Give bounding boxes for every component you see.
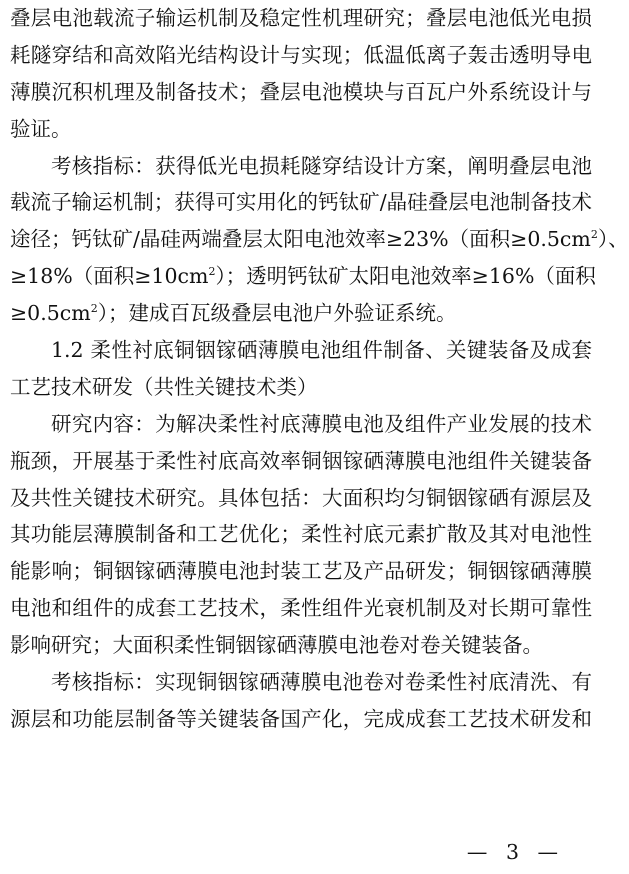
text-line: 途径；钙钛矿/晶硅两端叠层太阳电池效率≥23%（面积$\ge 0.5cm^2$）、 xyxy=(10,227,629,252)
text-line: 及共性关键技术研究。具体包括：大面积均匀铜铟镓硒有源层及 xyxy=(10,485,592,510)
text-line: 考核指标：获得低光电损耗隧穿结设计方案，阐明叠层电池 xyxy=(51,153,592,178)
text-line: 电池和组件的成套工艺技术，柔性组件光衰机制及对长期可靠性 xyxy=(10,596,592,621)
text-line: 载流子输运机制；获得可实用化的钙钛矿/晶硅叠层电池制备技术 xyxy=(10,190,592,215)
text-line: ≥18%（面积$\ge 10cm^2$）；透明钙钛矿太阳电池效率≥16%（面积 xyxy=(10,264,596,289)
text-line: 研究内容：为解决柔性衬底薄膜电池及组件产业发展的技术 xyxy=(51,411,592,436)
text-line: $\ge 0.5cm^2$）；建成百瓦级叠层电池户外验证系统。 xyxy=(10,301,457,326)
text-line: 薄膜沉积机理及制备技术；叠层电池模块与百瓦户外系统设计与 xyxy=(10,79,592,104)
text-line: 影响研究；大面积柔性铜铟镓硒薄膜电池卷对卷关键装备。 xyxy=(10,633,543,658)
text-line: 其功能层薄膜制备和工艺优化；柔性衬底元素扩散及其对电池性 xyxy=(10,522,592,547)
text-line: 源层和功能层制备等关键装备国产化，完成成套工艺技术研发和 xyxy=(10,706,592,731)
page-number: — 3 — xyxy=(466,840,564,864)
text-line: 瓶颈，开展基于柔性衬底高效率铜铟镓硒薄膜电池组件关键装备 xyxy=(10,448,592,473)
text-line: 能影响；铜铟镓硒薄膜电池封装工艺及产品研发；铜铟镓硒薄膜 xyxy=(10,559,592,584)
section-heading-line: 1.2 柔性衬底铜铟镓硒薄膜电池组件制备、关键装备及成套 xyxy=(51,338,592,363)
document-body xyxy=(10,2,629,740)
text-line: 验证。 xyxy=(10,116,72,141)
text-line: 耗隧穿结和高效陷光结构设计与实现；低温低离子轰击透明导电 xyxy=(10,42,592,67)
section-heading-line: 工艺技术研发（共性关键技术类） xyxy=(10,374,318,399)
text-line: 叠层电池载流子输运机制及稳定性机理研究；叠层电池低光电损 xyxy=(10,6,592,30)
text-line: 考核指标：实现铜铟镓硒薄膜电池卷对卷柔性衬底清洗、有 xyxy=(51,670,592,695)
